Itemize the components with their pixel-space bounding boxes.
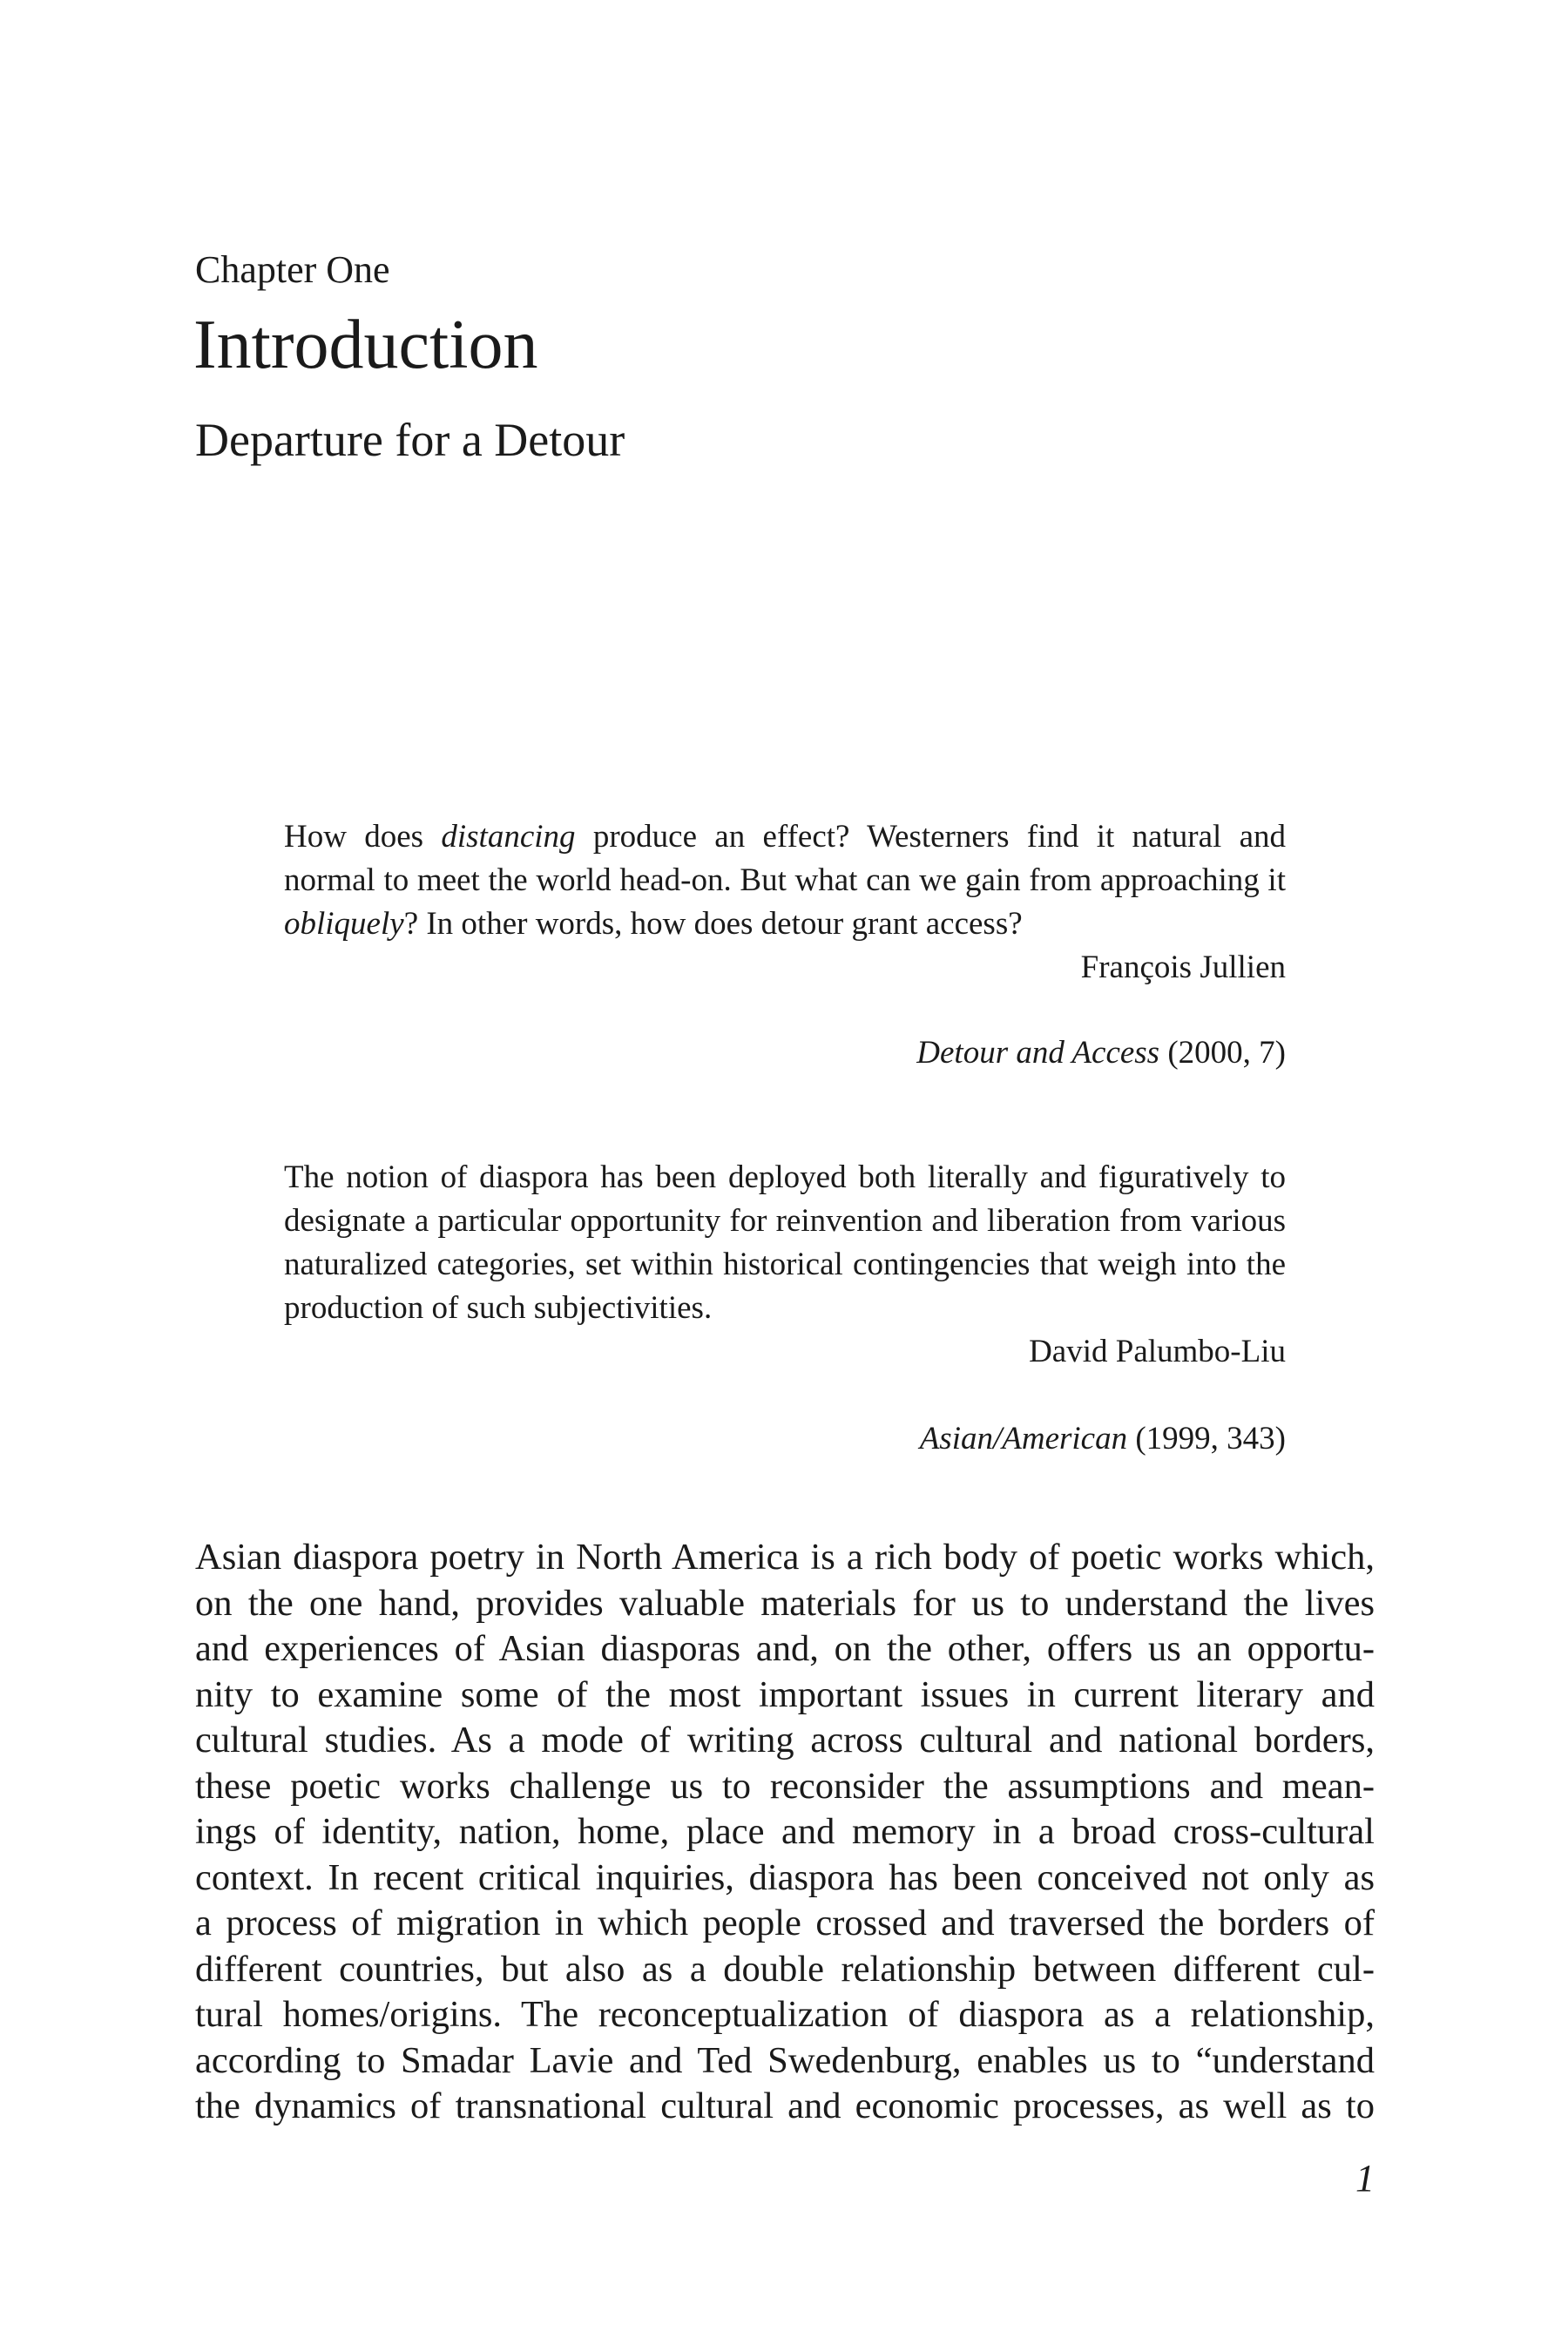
chapter-title: Introduction	[193, 307, 538, 383]
quote-emphasis: distancing	[441, 819, 576, 855]
body-line: and experiences of Asian diasporas and, on the other, offers us an opportu-	[195, 1628, 1375, 1669]
body-line: different countries, but also as a double relationship between different cul-	[195, 1948, 1375, 1990]
page-number: 1	[1355, 2157, 1375, 2200]
body-line: ings of identity, nation, home, place and memory in a broad cross-cultural	[195, 1811, 1375, 1852]
body-line: Asian diaspora poetry in North America is a rich body of poetic works which,	[195, 1537, 1375, 1578]
body-line: tural homes/origins. The reconceptualization of diaspora as a relationship,	[195, 1994, 1375, 2035]
body-line: these poetic works challenge us to reconsider the assumptions and mean-	[195, 1765, 1375, 1807]
epigraph-author: François Jullien	[1080, 950, 1286, 985]
source-title: Detour and Access	[916, 1035, 1160, 1071]
body-paragraph	[195, 1535, 1375, 2130]
body-line: the dynamics of transnational cultural and economic processes, as well as to	[195, 2085, 1375, 2126]
chapter-label: Chapter One	[195, 248, 390, 291]
quote-text: How does	[284, 819, 442, 855]
body-line: a process of migration in which people crossed and traversed the borders of	[195, 1903, 1375, 1943]
source-detail: (1999, 343)	[1127, 1421, 1286, 1456]
chapter-subtitle: Departure for a Detour	[195, 414, 625, 466]
body-line: according to Smadar Lavie and Ted Swedenburg, enables us to “understand	[195, 2039, 1375, 2081]
source-detail: (2000, 7)	[1159, 1035, 1286, 1071]
source-title: Asian/American	[919, 1421, 1128, 1456]
epigraph-author: David Palumbo-Liu	[1029, 1334, 1286, 1369]
epigraph	[284, 815, 1286, 1075]
epigraph-source	[284, 1031, 1286, 1075]
quote-text: produce an effect? Westerners find it natural and normal to meet the world head-on. But what can we gain from approaching it	[284, 819, 1286, 898]
epigraph-quote: The notion of diaspora has been deployed both literally and figuratively to designate a particular opportunity for reinvention and liberation from various naturalized categories, set within historical contingencies that weigh into the production of such subjectivities.	[284, 1159, 1286, 1326]
body-line: on the one hand, provides valuable materials for us to understand the lives	[195, 1582, 1375, 1624]
epigraph-quote	[284, 815, 1286, 946]
quote-emphasis: obliquely	[284, 906, 404, 942]
quote-text: ? In other words, how does detour grant access?	[403, 906, 1023, 942]
body-line: cultural studies. As a mode of writing across cultural and national borders,	[195, 1720, 1375, 1761]
epigraph	[284, 1156, 1286, 1461]
epigraph-source	[284, 1417, 1286, 1461]
body-line: context. In recent critical inquiries, diaspora has been conceived not only as	[195, 1856, 1375, 1898]
body-line: nity to examine some of the most important issues in current literary and	[195, 1673, 1375, 1715]
